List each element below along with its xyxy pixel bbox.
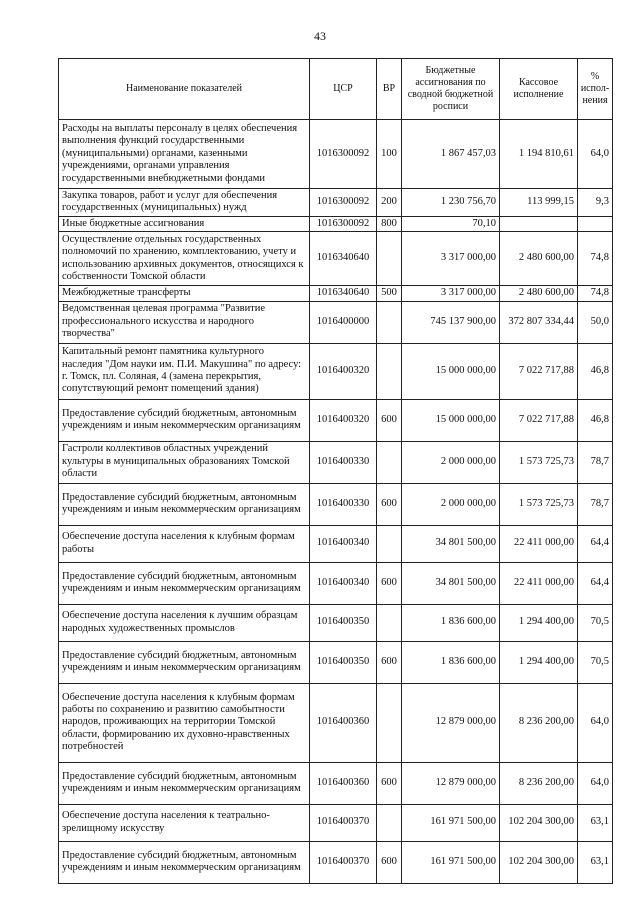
row-vr-cell: 600 — [377, 841, 402, 883]
row-percent-cell: 74,8 — [578, 286, 613, 301]
table-row — [59, 120, 613, 189]
row-allocations-cell: 1 230 756,70 — [402, 189, 500, 217]
row-name-cell: Гастроли коллективов областных учреждений культуры в муниципальных образованиях Томской области — [59, 441, 310, 483]
row-csr-cell: 1016400340 — [310, 525, 377, 562]
table-row — [59, 683, 613, 762]
row-percent-cell: 50,0 — [578, 301, 613, 343]
row-cash-cell: 8 236 200,00 — [500, 683, 578, 762]
row-vr-cell — [377, 683, 402, 762]
row-allocations-cell: 12 879 000,00 — [402, 762, 500, 804]
table-body — [59, 120, 613, 884]
row-name-cell: Предоставление субсидий бюджетным, автономным учреждениям и иным некоммерческим организациям — [59, 562, 310, 604]
header-allocations: Бюджетные ассигнования по сводной бюджетной росписи — [402, 59, 500, 120]
row-cash-cell — [500, 216, 578, 231]
row-vr-cell — [377, 232, 402, 286]
header-vr: ВР — [377, 59, 402, 120]
row-name-cell: Предоставление субсидий бюджетным, автономным учреждениям и иным некоммерческим организациям — [59, 399, 310, 441]
row-vr-cell: 600 — [377, 641, 402, 683]
row-csr-cell: 1016300092 — [310, 120, 377, 189]
row-vr-cell: 600 — [377, 483, 402, 525]
row-csr-cell: 1016400350 — [310, 604, 377, 641]
table-row — [59, 216, 613, 231]
row-vr-cell — [377, 343, 402, 399]
row-cash-cell: 7 022 717,88 — [500, 343, 578, 399]
row-csr-cell: 1016400340 — [310, 562, 377, 604]
row-csr-cell: 1016340640 — [310, 286, 377, 301]
row-csr-cell: 1016340640 — [310, 232, 377, 286]
table-row — [59, 189, 613, 217]
table-row — [59, 286, 613, 301]
row-cash-cell: 372 807 334,44 — [500, 301, 578, 343]
row-percent-cell: 64,0 — [578, 120, 613, 189]
row-allocations-cell: 34 801 500,00 — [402, 525, 500, 562]
row-name-cell: Иные бюджетные ассигнования — [59, 216, 310, 231]
table-row — [59, 525, 613, 562]
row-percent-cell: 64,4 — [578, 525, 613, 562]
row-cash-cell: 2 480 600,00 — [500, 286, 578, 301]
row-allocations-cell: 3 317 000,00 — [402, 286, 500, 301]
budget-table — [58, 58, 613, 884]
table-row — [59, 301, 613, 343]
table-row — [59, 762, 613, 804]
row-vr-cell: 500 — [377, 286, 402, 301]
row-vr-cell — [377, 301, 402, 343]
row-vr-cell — [377, 441, 402, 483]
header-percent: % испол-нения — [578, 59, 613, 120]
row-name-cell: Закупка товаров, работ и услуг для обеспечения государственных (муниципальных) нужд — [59, 189, 310, 217]
row-name-cell: Предоставление субсидий бюджетным, автономным учреждениям и иным некоммерческим организациям — [59, 841, 310, 883]
row-csr-cell: 1016400000 — [310, 301, 377, 343]
row-cash-cell: 1 294 400,00 — [500, 641, 578, 683]
row-cash-cell: 1 573 725,73 — [500, 483, 578, 525]
row-name-cell: Ведомственная целевая программа "Развитие профессионального искусства и народного творчества" — [59, 301, 310, 343]
row-vr-cell: 800 — [377, 216, 402, 231]
row-cash-cell: 7 022 717,88 — [500, 399, 578, 441]
row-allocations-cell: 161 971 500,00 — [402, 841, 500, 883]
row-allocations-cell: 12 879 000,00 — [402, 683, 500, 762]
row-csr-cell: 1016400320 — [310, 399, 377, 441]
row-allocations-cell: 2 000 000,00 — [402, 483, 500, 525]
table-row — [59, 343, 613, 399]
row-vr-cell: 600 — [377, 399, 402, 441]
row-percent-cell: 64,4 — [578, 562, 613, 604]
row-percent-cell: 63,1 — [578, 804, 613, 841]
row-allocations-cell: 70,10 — [402, 216, 500, 231]
row-cash-cell: 22 411 000,00 — [500, 562, 578, 604]
row-name-cell: Расходы на выплаты персоналу в целях обеспечения выполнения функций государственными (муниципальными) органами, казенными учреждениями, органами управления государственными внебюджетными фондами — [59, 120, 310, 189]
row-vr-cell — [377, 804, 402, 841]
header-csr: ЦСР — [310, 59, 377, 120]
row-csr-cell: 1016400330 — [310, 441, 377, 483]
row-percent-cell: 63,1 — [578, 841, 613, 883]
row-percent-cell: 70,5 — [578, 604, 613, 641]
row-cash-cell: 1 194 810,61 — [500, 120, 578, 189]
row-allocations-cell: 1 836 600,00 — [402, 604, 500, 641]
row-csr-cell: 1016400320 — [310, 343, 377, 399]
row-name-cell: Осуществление отдельных государственных полномочий по хранению, комплектованию, учету и использованию архивных документов, относящихся к собственности Томской области — [59, 232, 310, 286]
row-vr-cell: 600 — [377, 562, 402, 604]
row-allocations-cell: 1 867 457,03 — [402, 120, 500, 189]
row-csr-cell: 1016400370 — [310, 841, 377, 883]
row-name-cell: Предоставление субсидий бюджетным, автономным учреждениям и иным некоммерческим организациям — [59, 762, 310, 804]
row-vr-cell — [377, 525, 402, 562]
row-percent-cell — [578, 216, 613, 231]
table-row — [59, 399, 613, 441]
row-vr-cell — [377, 604, 402, 641]
row-cash-cell: 1 294 400,00 — [500, 604, 578, 641]
table-row — [59, 841, 613, 883]
row-name-cell: Межбюджетные трансферты — [59, 286, 310, 301]
row-percent-cell: 46,8 — [578, 343, 613, 399]
row-percent-cell: 78,7 — [578, 483, 613, 525]
table-row — [59, 232, 613, 286]
row-percent-cell: 78,7 — [578, 441, 613, 483]
row-cash-cell: 22 411 000,00 — [500, 525, 578, 562]
row-vr-cell: 600 — [377, 762, 402, 804]
row-name-cell: Обеспечение доступа населения к лучшим образцам народных художественных промыслов — [59, 604, 310, 641]
row-csr-cell: 1016300092 — [310, 216, 377, 231]
row-percent-cell: 74,8 — [578, 232, 613, 286]
header-name: Наименование показателей — [59, 59, 310, 120]
row-csr-cell: 1016400350 — [310, 641, 377, 683]
row-percent-cell: 64,0 — [578, 762, 613, 804]
row-csr-cell: 1016400360 — [310, 683, 377, 762]
row-allocations-cell: 161 971 500,00 — [402, 804, 500, 841]
table-row — [59, 641, 613, 683]
table-header-row — [59, 59, 613, 120]
table-row — [59, 441, 613, 483]
row-vr-cell: 200 — [377, 189, 402, 217]
row-vr-cell: 100 — [377, 120, 402, 189]
row-allocations-cell: 2 000 000,00 — [402, 441, 500, 483]
row-percent-cell: 9,3 — [578, 189, 613, 217]
table-row — [59, 804, 613, 841]
row-csr-cell: 1016400370 — [310, 804, 377, 841]
row-allocations-cell: 3 317 000,00 — [402, 232, 500, 286]
row-csr-cell: 1016400330 — [310, 483, 377, 525]
row-allocations-cell: 745 137 900,00 — [402, 301, 500, 343]
row-cash-cell: 1 573 725,73 — [500, 441, 578, 483]
table-row — [59, 604, 613, 641]
page-number: 43 — [314, 29, 326, 43]
row-name-cell: Капитальный ремонт памятника культурного наследия "Дом науки им. П.И. Макушина" по адресу: г. Томск, пл. Соляная, 4 (замена перекрытия, сопутствующий ремонт помещений здания) — [59, 343, 310, 399]
row-name-cell: Обеспечение доступа населения к клубным формам работы по сохранению и развитию самобытности народов, проживающих на территории Томской области, формированию их духовно-нравственных потребностей — [59, 683, 310, 762]
row-allocations-cell: 15 000 000,00 — [402, 399, 500, 441]
row-allocations-cell: 1 836 600,00 — [402, 641, 500, 683]
table-row — [59, 562, 613, 604]
row-cash-cell: 113 999,15 — [500, 189, 578, 217]
row-name-cell: Обеспечение доступа населения к клубным формам работы — [59, 525, 310, 562]
row-name-cell: Обеспечение доступа населения к театрально-зрелищному искусству — [59, 804, 310, 841]
row-csr-cell: 1016300092 — [310, 189, 377, 217]
row-allocations-cell: 15 000 000,00 — [402, 343, 500, 399]
table-row — [59, 483, 613, 525]
row-cash-cell: 102 204 300,00 — [500, 841, 578, 883]
row-percent-cell: 46,8 — [578, 399, 613, 441]
row-percent-cell: 64,0 — [578, 683, 613, 762]
row-csr-cell: 1016400360 — [310, 762, 377, 804]
row-percent-cell: 70,5 — [578, 641, 613, 683]
row-cash-cell: 2 480 600,00 — [500, 232, 578, 286]
row-cash-cell: 8 236 200,00 — [500, 762, 578, 804]
row-allocations-cell: 34 801 500,00 — [402, 562, 500, 604]
row-name-cell: Предоставление субсидий бюджетным, автономным учреждениям и иным некоммерческим организациям — [59, 641, 310, 683]
row-name-cell: Предоставление субсидий бюджетным, автономным учреждениям и иным некоммерческим организациям — [59, 483, 310, 525]
row-cash-cell: 102 204 300,00 — [500, 804, 578, 841]
header-cash: Кассовое исполнение — [500, 59, 578, 120]
